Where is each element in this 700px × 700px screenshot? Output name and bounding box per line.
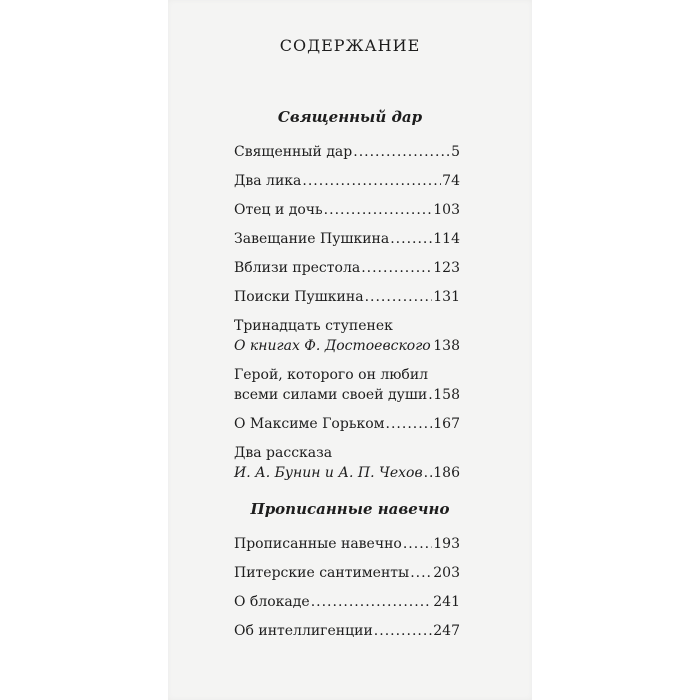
entry-title: Поиски Пушкина — [234, 289, 364, 305]
dot-leader — [353, 142, 450, 162]
toc-section-2 — [234, 534, 460, 641]
entry-page: 74 — [442, 173, 460, 189]
entry-title: О Максиме Горьком — [234, 416, 385, 432]
entry-title: О блокаде — [234, 594, 310, 610]
dot-leader — [302, 171, 441, 191]
toc-entry[interactable] — [234, 621, 460, 641]
entry-title: Отец и дочь — [234, 202, 323, 218]
dot-leader — [311, 592, 433, 612]
entry-title: Питерские сантименты — [234, 565, 410, 581]
entry-page: 167 — [433, 416, 460, 432]
entry-subtitle: О книгах Ф. Достоевского — [234, 338, 431, 354]
entry-page: 158 — [433, 387, 460, 403]
dot-leader — [432, 336, 433, 356]
section-title-1: Священный дар — [277, 108, 423, 126]
entry-page: 131 — [433, 289, 460, 305]
dot-leader — [386, 414, 433, 434]
dot-leader — [410, 563, 432, 583]
dot-leader — [390, 229, 432, 249]
toc-section-1 — [234, 142, 460, 483]
entry-title: Об интеллигенции — [234, 623, 373, 639]
entry-subtitle: И. А. Бунин и А. П. Чехов — [234, 465, 423, 481]
toc-entry[interactable] — [234, 200, 460, 220]
book-page — [168, 0, 532, 700]
entry-page: 103 — [433, 202, 460, 218]
page-title: СОДЕРЖАНИЕ — [279, 36, 421, 55]
entry-page: 123 — [433, 260, 460, 276]
entry-page: 247 — [433, 623, 460, 639]
entry-title: Прописанные навечно — [234, 536, 402, 552]
toc-entry[interactable] — [234, 171, 460, 191]
entry-page: 5 — [451, 144, 460, 160]
toc-entry[interactable] — [234, 414, 460, 434]
toc-entry[interactable] — [234, 316, 460, 356]
toc-entry[interactable] — [234, 534, 460, 554]
dot-leader — [361, 258, 432, 278]
dot-leader — [403, 534, 432, 554]
entry-title: Завещание Пушкина — [234, 231, 390, 247]
toc-entry[interactable] — [234, 229, 460, 249]
entry-title: Священный дар — [234, 144, 353, 160]
entry-title: Два лика — [234, 173, 302, 189]
entry-page: 193 — [433, 536, 460, 552]
dot-leader — [365, 287, 433, 307]
toc-entry[interactable] — [234, 142, 460, 162]
entry-title-cont: всеми силами своей души — [234, 387, 428, 403]
entry-page: 114 — [433, 231, 460, 247]
toc-entry[interactable] — [234, 592, 460, 612]
dot-leader — [374, 621, 432, 641]
dot-leader — [324, 200, 433, 220]
dot-leader — [424, 463, 433, 483]
entry-title: Тринадцать ступенек — [234, 318, 393, 334]
entry-page: 186 — [433, 465, 460, 481]
entry-page: 241 — [433, 594, 460, 610]
toc-entry[interactable] — [234, 258, 460, 278]
toc-entry[interactable] — [234, 287, 460, 307]
section-title-2: Прописанные навечно — [250, 500, 450, 518]
entry-title: Два рассказа — [234, 445, 333, 461]
entry-page: 138 — [433, 338, 460, 354]
dot-leader — [428, 385, 432, 405]
toc-entry[interactable] — [234, 443, 460, 483]
toc-entry[interactable] — [234, 365, 460, 405]
toc-entry[interactable] — [234, 563, 460, 583]
entry-title: Герой, которого он любил — [234, 367, 429, 383]
entry-title: Вблизи престола — [234, 260, 361, 276]
entry-page: 203 — [433, 565, 460, 581]
